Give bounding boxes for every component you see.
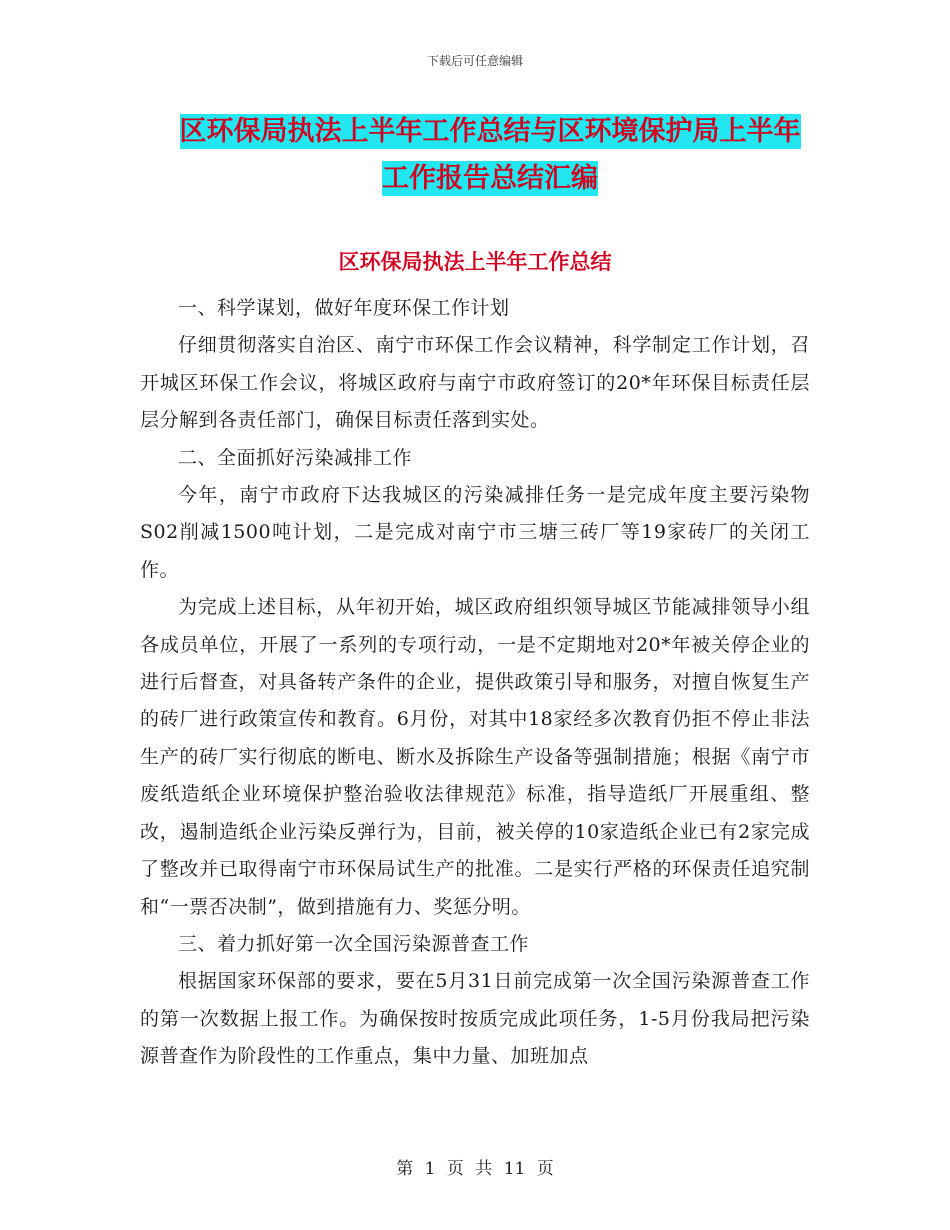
paragraph: 为完成上述目标，从年初开始，城区政府组织领导城区节能减排领导小组各成员单位，开展了一系列的专项行动，一是不定期地对20*年被关停企业的进行后督查，对具备转产条件的企业，提供政策引导和服务，对擅自恢复生产的砖厂进行政策宣传和教育。6月份，对其中18家经多次教育仍拒不停止非法生产的砖厂实行彻底的断电、断水及拆除生产设备等强制措施；根据《南宁市废纸造纸企业环境保护整治验收法律规范》标准，指导造纸厂开展重组、整改，遏制造纸企业污染反弹行为，目前，被关停的10家造纸企业已有2家完成了整改并已取得南宁市环保局试生产的批准。二是实行严格的环保责任追究制和“一票否决制”，做到措施有力、奖惩分明。 — [140, 596, 810, 918]
heading-3: 三、着力抓好第一次全国污染源普查工作 — [178, 932, 530, 955]
title-line-2: 工作报告总结汇编 — [382, 163, 598, 194]
page-footer: 第 1 页 共 11 页 — [396, 1159, 554, 1179]
heading-2: 二、全面抓好污染减排工作 — [178, 446, 413, 469]
section-title: 区环保局执法上半年工作总结 — [338, 250, 612, 274]
paragraph: 今年，南宁市政府下达我城区的污染减排任务一是完成年度主要污染物S02削减1500吨计划，二是完成对南宁市三塘三砖厂等19家砖厂的关闭工作。 — [140, 484, 810, 581]
paragraph: 根据国家环保部的要求，要在5月31日前完成第一次全国污染源普查工作的第一次数据上报工作。为确保按时按质完成此项任务，1-5月份我局把污染源普查作为阶段性的工作重点，集中力量、加班加点 — [140, 970, 810, 1068]
title-line-1: 区环保局执法上半年工作总结与区环境保护局上半年 — [179, 116, 801, 147]
header-note: 下载后可任意编辑 — [426, 54, 523, 68]
document-title — [140, 108, 840, 202]
document-body — [140, 290, 810, 1076]
heading-1: 一、科学谋划，做好年度环保工作计划 — [178, 297, 510, 319]
paragraph: 仔细贯彻落实自治区、南宁市环保工作会议精神，科学制定工作计划，召开城区环保工作会议，将城区政府与南宁市政府签订的20*年环保目标责任层层分解到各责任部门，确保目标责任落到实处。 — [140, 334, 810, 432]
